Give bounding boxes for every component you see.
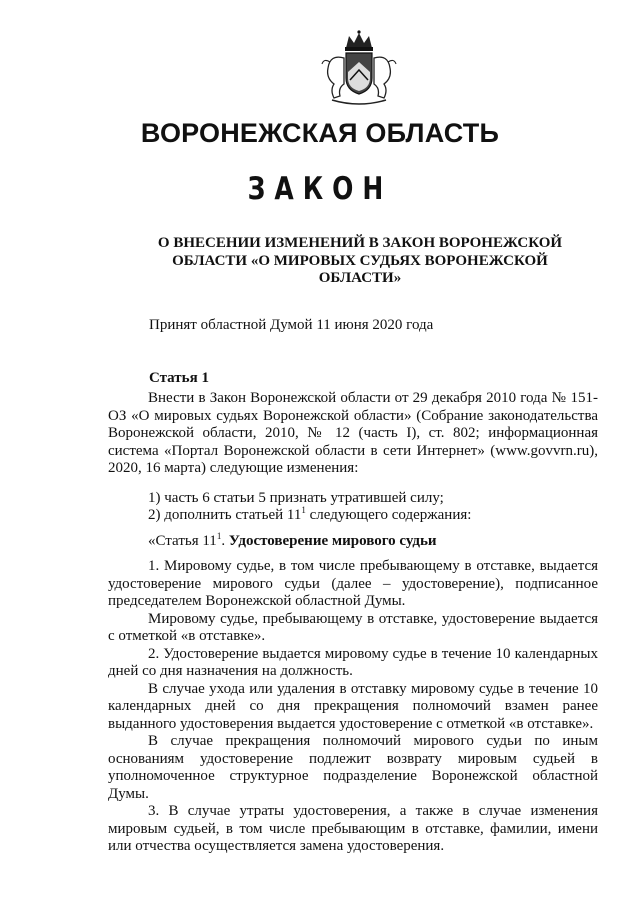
paragraph: Мировому судье, пребывающему в отставке, удостоверение выдается с отметкой «в отставке». <box>108 610 598 644</box>
paragraph: 1. Мировому судье, в том числе пребывающему в отставке, выдается удостоверение мирового судьи (далее – удостоверение), подписанное председателем Воронежской областной Думы. <box>108 558 598 609</box>
article-1-heading: Статья 1 <box>149 370 209 386</box>
new-article-heading <box>108 530 598 551</box>
law-title: О ВНЕСЕНИИ ИЗМЕНЕНИЙ В ЗАКОН ВОРОНЕЖСКОЙ ОБЛАСТИ «О МИРОВЫХ СУДЬЯХ ВОРОНЕЖСКОЙ ОБЛАСТИ» <box>157 235 563 286</box>
paragraph: В случае прекращения полномочий мирового судьи по иным основаниям удостоверение подлежит возврату мировым судьей в уполномоченное структурное подразделение Воронежской областной Думы. <box>108 733 598 802</box>
document-type: ЗАКОН <box>247 170 393 207</box>
amendment-item-2-rest: следующего содержания: <box>305 507 472 523</box>
amendment-item-2-sup: 1 <box>301 505 306 515</box>
article-1-intro: Внести в Закон Воронежской области от 29 декабря 2010 года № 151-ОЗ «О мировых судьях Воронежской области» (Собрание законодательства Воронежской области, 2010, № 12 (часть I), ст. 802; информационная система «Портал Воронежской области в сети Интернет» (www.govvrn.ru), 2020, 16 марта) следующие изменения: <box>108 390 598 476</box>
amendment-item-2-text: 2) дополнить статьей 11 <box>148 507 302 523</box>
region-heading: ВОРОНЕЖСКАЯ ОБЛАСТЬ <box>140 118 500 148</box>
adoption-note: Принят областной Думой 11 июня 2020 года <box>149 317 434 333</box>
paragraph: 3. В случае утраты удостоверения, а также в случае изменения мировым судьей, в том числе пребывающим в отставке, фамилии, имени или отчества осуществляется замена удостоверения. <box>108 803 598 854</box>
article-1-body <box>108 390 598 856</box>
new-article-title: Удостоверение мирового судьи <box>228 532 437 549</box>
new-article-sep: . <box>221 532 229 549</box>
amendment-item-2 <box>108 507 598 525</box>
coat-of-arms-icon <box>316 28 402 108</box>
new-article-prefix: «Статья 11 <box>148 532 217 549</box>
amendment-item-1: 1) часть 6 статьи 5 признать утратившей силу; <box>148 489 444 506</box>
new-article-sup: 1 <box>216 530 222 541</box>
paragraph: В случае ухода или удаления в отставку мировому судье в течение 10 календарных дней со дня прекращения полномочий взамен ранее выданного удостоверения выдается удостоверение с отметкой «в отставке». <box>108 680 598 732</box>
paragraph: 2. Удостоверение выдается мировому судье в течение 10 календарных дней со дня назначения на должность. <box>108 645 598 679</box>
